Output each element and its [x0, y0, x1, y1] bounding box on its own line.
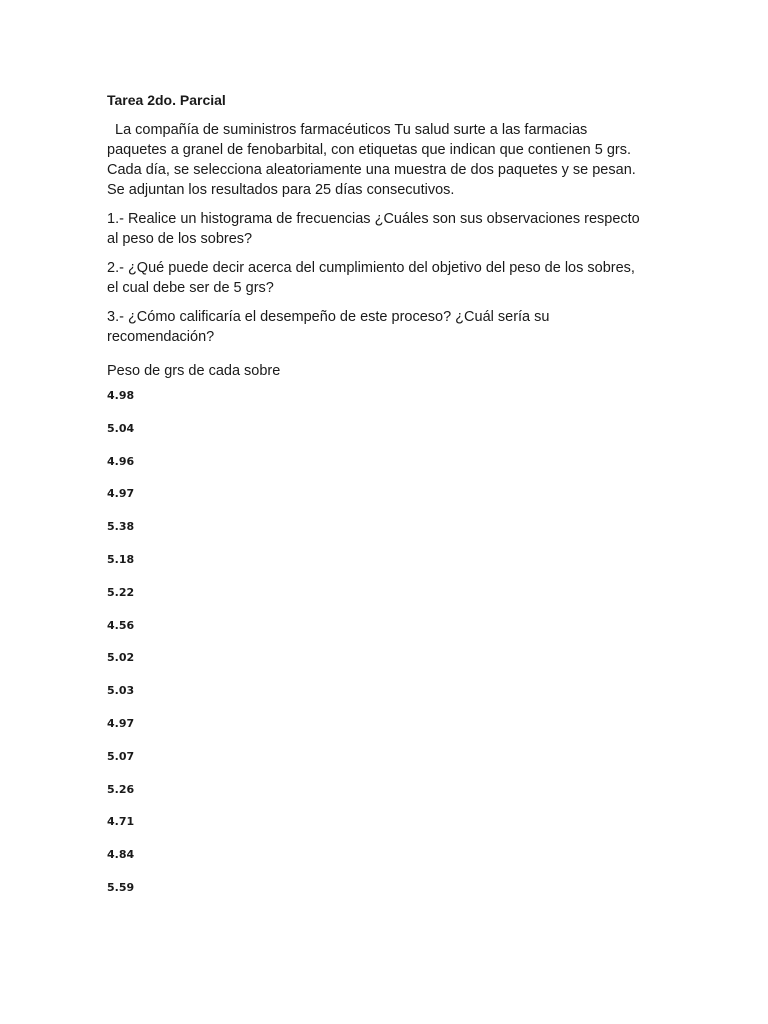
- question-line: el cual debe ser de 5 grs?: [107, 280, 274, 296]
- weight-value: 5.18: [107, 552, 135, 566]
- question-2: [107, 258, 667, 298]
- question-line: 3.- ¿Cómo calificaría el desempeño de este proceso? ¿Cuál sería su: [107, 309, 550, 325]
- question-line: 1.- Realice un histograma de frecuencias ¿Cuáles son sus observaciones respecto: [107, 211, 640, 227]
- question-line: recomendación?: [107, 329, 215, 345]
- weight-value: 5.22: [107, 585, 135, 599]
- weight-value: 4.98: [107, 389, 135, 402]
- weight-value: 5.38: [107, 520, 135, 534]
- weight-value: 4.96: [107, 454, 135, 468]
- weight-value: 5.02: [107, 651, 135, 665]
- weight-value: 5.26: [107, 782, 135, 796]
- weight-value: 4.97: [107, 487, 135, 501]
- weight-value: 4.71: [107, 815, 135, 829]
- weight-value: 5.04: [107, 421, 135, 435]
- weights-list: [107, 389, 667, 895]
- document-title: Tarea 2do. Parcial: [107, 92, 226, 108]
- weight-value: 4.84: [107, 848, 135, 862]
- intro-line: Cada día, se selecciona aleatoriamente una muestra de dos paquetes y se pesan.: [107, 162, 636, 178]
- weight-value: 4.97: [107, 716, 135, 730]
- question-1: [107, 209, 667, 249]
- weight-value: 5.07: [107, 749, 135, 763]
- question-3: [107, 307, 667, 347]
- intro-line: Se adjuntan los resultados para 25 días consecutivos.: [107, 182, 455, 198]
- question-line: 2.- ¿Qué puede decir acerca del cumplimiento del objetivo del peso de los sobres,: [107, 260, 635, 276]
- weight-value: 4.56: [107, 618, 135, 632]
- intro-line: paquetes a granel de fenobarbital, con etiquetas que indican que contienen 5 grs.: [107, 142, 631, 158]
- weights-list-title: Peso de grs de cada sobre: [107, 363, 281, 379]
- weight-value: 5.03: [107, 684, 135, 698]
- question-line: al peso de los sobres?: [107, 231, 253, 247]
- weight-value: 5.59: [107, 880, 135, 894]
- intro-line: La compañía de suministros farmacéuticos Tu salud surte a las farmacias: [115, 122, 588, 138]
- document-page: [107, 90, 667, 914]
- intro-paragraph: [107, 120, 667, 200]
